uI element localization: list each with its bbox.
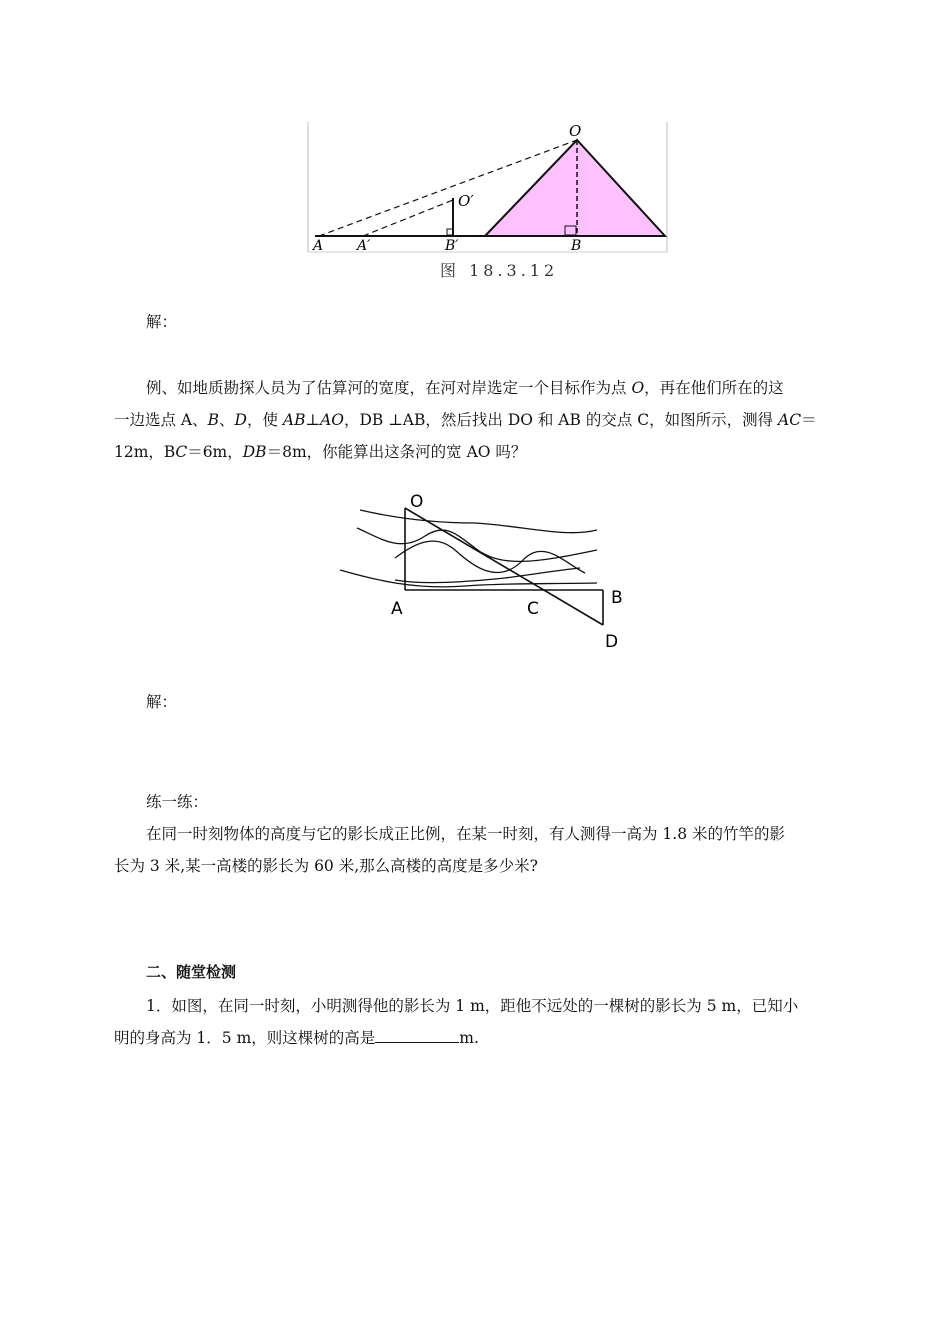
example-line-1: 例、如地质勘探人员为了估算河的宽度，在河对岸选定一个目标作为点 O，再在他们所在的这	[146, 379, 784, 397]
river-figure	[335, 488, 635, 653]
label-B-prime: B′	[445, 238, 459, 254]
example-problem	[114, 372, 842, 468]
answer-blank[interactable]	[375, 1028, 459, 1043]
label-O-prime: O′	[458, 192, 474, 210]
practice-line-1: 在同一时刻物体的高度与它的影长成正比例，在某一时刻，有人测得一高为 1.8 米的竹竿的影	[146, 825, 786, 843]
label-B: B	[571, 238, 582, 254]
river-label-D: D	[605, 632, 619, 652]
solution-label-2: 解：	[146, 693, 178, 711]
figure-caption: 图 18.3.12	[440, 261, 559, 280]
example-line-2: 一边选点 A、B、D，使 AB⊥AO，DB ⊥AB，然后找出 DO 和 AB 的交点 C，如图所示，测得 AC＝	[114, 411, 817, 429]
question-1-line-2: 明的身高为 1．5 m，则这棵树的高是 m.	[114, 1029, 479, 1047]
label-A-prime: A′	[357, 238, 371, 254]
pyramid-triangle	[485, 140, 665, 236]
question-1	[114, 990, 842, 1054]
river-label-A: A	[391, 599, 403, 619]
practice-title: 练一练：	[146, 793, 209, 811]
solution-label-1: 解：	[146, 313, 178, 331]
label-A: A	[313, 238, 324, 254]
question-1-line-1: 1．如图，在同一时刻，小明测得他的影长为 1 m，距他不远处的一棵树的影长为 5 m，已知小	[146, 997, 799, 1015]
label-O: O	[569, 122, 582, 140]
figure-18-3-12-diagram	[305, 122, 670, 257]
figure-18-3-12	[305, 122, 670, 257]
river-label-B: B	[611, 588, 623, 608]
river-label-O: O	[410, 492, 424, 512]
practice-line-2: 长为 3 米,某一高楼的影长为 60 米,那么高楼的高度是多少米?	[114, 857, 538, 875]
example-line-3: 12m，BC＝6m，DB＝8m，你能算出这条河的宽 AO 吗？	[114, 443, 527, 461]
practice-problem	[114, 818, 842, 882]
river-diagram	[335, 488, 635, 653]
river-label-C: C	[527, 599, 539, 619]
section-heading: 二、随堂检测	[146, 963, 237, 981]
